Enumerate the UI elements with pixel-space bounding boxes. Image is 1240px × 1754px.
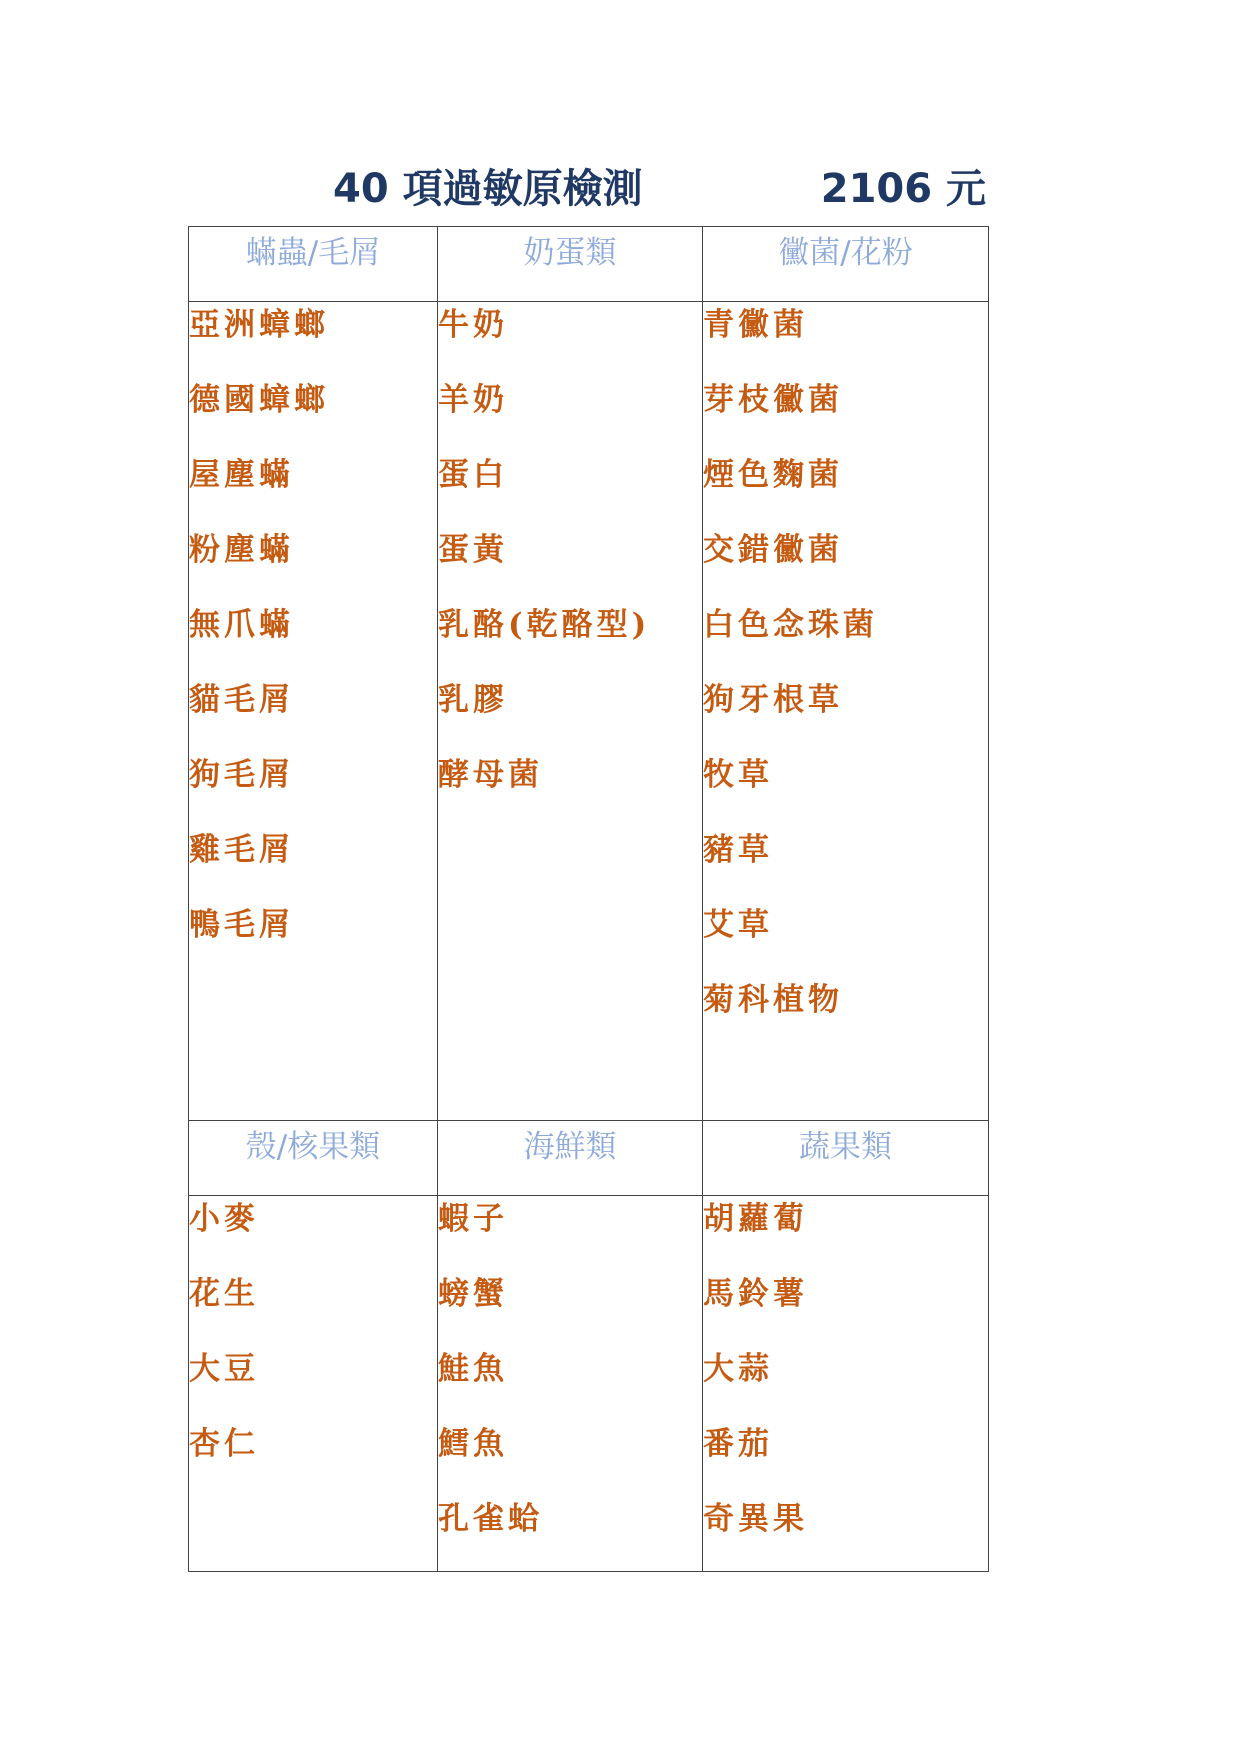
list-item: 豬草 xyxy=(703,832,773,868)
list-item: 鱈魚 xyxy=(438,1426,508,1462)
items-milk-egg xyxy=(438,302,703,1121)
list-item: 杏仁 xyxy=(189,1426,259,1462)
allergen-table xyxy=(188,226,989,1572)
list-item: 花生 xyxy=(189,1276,259,1312)
category-header-seafood: 海鮮類 xyxy=(438,1121,703,1196)
category-header-mites-dander: 蟎蟲/毛屑 xyxy=(189,227,438,302)
list-item: 亞洲蟑螂 xyxy=(189,307,329,343)
list-item: 孔雀蛤 xyxy=(438,1501,543,1537)
list-item: 貓毛屑 xyxy=(189,682,294,718)
items-seafood xyxy=(438,1196,703,1572)
list-item: 狗毛屑 xyxy=(189,757,294,793)
list-item: 羊奶 xyxy=(438,382,508,418)
list-item: 乳酪(乾酪型) xyxy=(438,607,651,643)
list-item: 蝦子 xyxy=(438,1201,508,1237)
list-item: 奇異果 xyxy=(703,1501,808,1537)
category-header-milk-egg: 奶蛋類 xyxy=(438,227,703,302)
title-row xyxy=(188,160,986,218)
list-item: 胡蘿蔔 xyxy=(703,1201,808,1237)
header-row xyxy=(189,1121,989,1196)
category-header-nuts: 殼/核果類 xyxy=(189,1121,438,1196)
category-header-fruits-vegetables: 蔬果類 xyxy=(703,1121,989,1196)
list-item: 白色念珠菌 xyxy=(703,607,878,643)
list-item: 牧草 xyxy=(703,757,773,793)
list-item: 艾草 xyxy=(703,907,773,943)
items-row xyxy=(189,1196,989,1572)
list-item: 交錯黴菌 xyxy=(703,532,843,568)
list-item: 乳膠 xyxy=(438,682,508,718)
list-item: 馬鈴薯 xyxy=(703,1276,808,1312)
list-item: 雞毛屑 xyxy=(189,832,294,868)
price-label: 2106 元 xyxy=(820,166,986,212)
list-item: 無爪蟎 xyxy=(189,607,294,643)
items-mites-dander xyxy=(189,302,438,1121)
list-item: 大豆 xyxy=(189,1351,259,1387)
category-header-mold-pollen: 黴菌/花粉 xyxy=(703,227,989,302)
list-item: 小麥 xyxy=(189,1201,259,1237)
list-item: 屋塵蟎 xyxy=(189,457,294,493)
list-item: 酵母菌 xyxy=(438,757,543,793)
items-fruits-vegetables xyxy=(703,1196,989,1572)
list-item: 鮭魚 xyxy=(438,1351,508,1387)
list-item: 粉塵蟎 xyxy=(189,532,294,568)
list-item: 煙色麴菌 xyxy=(703,457,843,493)
list-item: 螃蟹 xyxy=(438,1276,508,1312)
list-item: 大蒜 xyxy=(703,1351,773,1387)
list-item: 牛奶 xyxy=(438,307,508,343)
list-item: 芽枝黴菌 xyxy=(703,382,843,418)
header-row xyxy=(189,227,989,302)
items-row xyxy=(189,302,989,1121)
list-item: 蛋黃 xyxy=(438,532,508,568)
list-item: 德國蟑螂 xyxy=(189,382,329,418)
items-mold-pollen xyxy=(703,302,989,1121)
list-item: 鴨毛屑 xyxy=(189,907,294,943)
list-item: 番茄 xyxy=(703,1426,773,1462)
list-item: 狗牙根草 xyxy=(703,682,843,718)
document-title: 40 項過敏原檢測 xyxy=(333,166,643,212)
list-item: 菊科植物 xyxy=(703,982,843,1018)
list-item: 青黴菌 xyxy=(703,307,808,343)
list-item: 蛋白 xyxy=(438,457,508,493)
items-nuts xyxy=(189,1196,438,1572)
